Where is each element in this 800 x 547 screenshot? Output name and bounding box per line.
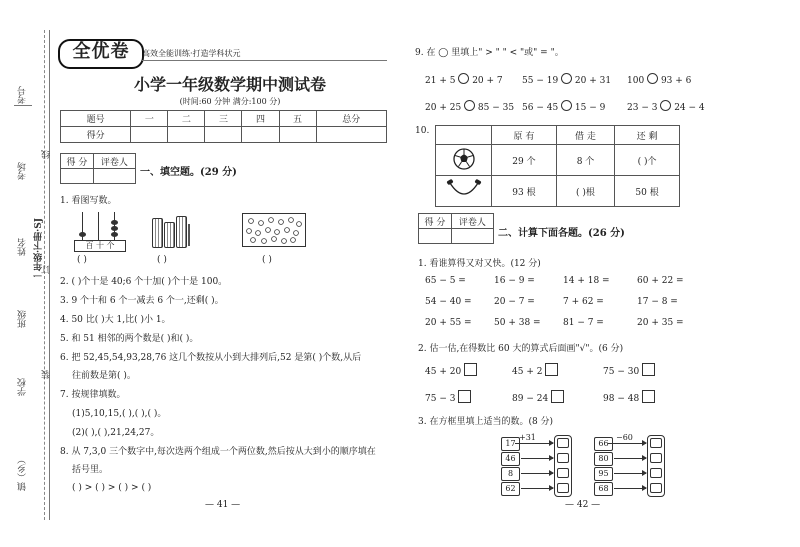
question-7-part-2: (2)( ),( ),21,24,27。 <box>72 428 160 438</box>
grader-name-label: 评卷人 <box>93 154 135 169</box>
calc-item[interactable]: 16 − 9 = <box>494 276 535 286</box>
check-box[interactable] <box>642 390 655 403</box>
jump-rope-icon <box>436 176 492 207</box>
answer-blank[interactable]: ( ) <box>77 255 87 265</box>
grader-box <box>418 213 494 244</box>
question-2: 2. ( )个十是 40;6 个十加( )个十是 100。 <box>60 277 228 287</box>
class-label: 班级 <box>18 310 28 328</box>
table-cell: 29 个 <box>492 145 557 176</box>
exam-room-label: 考场 <box>18 162 28 180</box>
calc-item[interactable]: 65 − 5 = <box>425 276 466 286</box>
grader-score-label: 得 分 <box>61 154 94 169</box>
machine-op: +31 <box>519 433 536 442</box>
page-subtitle: (时间:60 分钟 满分:100 分) <box>179 97 281 106</box>
compare-item: 55 − 19 20 + 31 <box>522 73 611 86</box>
calc-item[interactable]: 20 − 7 = <box>494 297 535 307</box>
strip-border <box>49 30 50 520</box>
input-number: 68 <box>594 482 613 496</box>
estimate-item: 45 + 20 <box>425 363 477 377</box>
score-header: 四 <box>242 111 279 127</box>
exam-number-label: 考号 <box>18 86 28 104</box>
grader-score-cell[interactable] <box>419 229 452 244</box>
score-cell[interactable] <box>316 127 386 143</box>
brand-logo: 全优卷 <box>58 39 144 69</box>
grader-score-cell[interactable] <box>61 169 94 184</box>
seal-bind-text: 订 <box>42 265 52 274</box>
check-box[interactable] <box>551 390 564 403</box>
table-cell: 93 根 <box>492 176 557 207</box>
compare-circle[interactable] <box>561 73 572 84</box>
school-label: 学校 <box>18 378 28 396</box>
calc-item[interactable]: 7 + 62 = <box>563 297 604 307</box>
score-header: 二 <box>168 111 205 127</box>
input-number: 66 <box>594 437 613 451</box>
answer-blank[interactable]: ( ) <box>262 255 272 265</box>
seal-line-text: 线 <box>42 150 52 159</box>
check-box[interactable] <box>464 363 477 376</box>
compare-circle[interactable] <box>561 100 572 111</box>
input-number: 80 <box>594 452 613 466</box>
calc-item[interactable]: 20 + 35 = <box>637 318 684 328</box>
seal-install-text: 装 <box>42 370 52 379</box>
estimate-item: 98 − 48 <box>603 390 655 404</box>
stick-bundles-icon <box>150 212 195 248</box>
town-label: 镇（乡） <box>18 455 28 491</box>
score-header: 一 <box>131 111 168 127</box>
slogan: 高效全能训练·打造学科状元 <box>142 49 241 58</box>
score-cell[interactable] <box>279 127 316 143</box>
score-cell[interactable] <box>131 127 168 143</box>
question-9: 9. 在 ◯ 里填上" > " " < "或" = "。 <box>415 48 564 58</box>
estimate-item: 45 + 2 <box>512 363 558 377</box>
compare-circle[interactable] <box>458 73 469 84</box>
question-7-part-1: (1)5,10,15,( ),( ),( )。 <box>72 409 167 419</box>
question-8-answers: ( ) > ( ) > ( ) > ( ) <box>72 483 152 493</box>
question-3: 3. 9 个十和 6 个一减去 6 个一,还剩( )。 <box>60 296 224 306</box>
compare-item: 20 + 25 85 − 35 <box>425 100 514 113</box>
input-number: 62 <box>501 482 520 496</box>
compare-circle[interactable] <box>647 73 658 84</box>
question-4: 4. 50 比( )大 1,比( )小 1。 <box>60 315 171 325</box>
question-8: 8. 从 7,3,0 三个数字中,每次选两个组成一个两位数,然后按从大到小的顺序填在 <box>60 447 376 457</box>
table-header: 原 有 <box>492 126 557 145</box>
calc-item[interactable]: 60 + 22 = <box>637 276 684 286</box>
calc-item[interactable]: 50 + 38 = <box>494 318 541 328</box>
estimate-item: 75 − 30 <box>603 363 655 377</box>
subtract-machine <box>590 433 666 493</box>
input-number: 95 <box>594 467 613 481</box>
calc-item[interactable]: 14 + 18 = <box>563 276 610 286</box>
calc-item[interactable]: 17 − 8 = <box>637 297 678 307</box>
grader-score-label: 得 分 <box>419 214 452 229</box>
question-5: 5. 和 51 相邻的两个数是( )和( )。 <box>60 334 199 344</box>
check-box[interactable] <box>642 363 655 376</box>
answer-box[interactable] <box>650 453 662 463</box>
question-6-cont: 往前数是第( )。 <box>72 371 136 381</box>
check-box[interactable] <box>458 390 471 403</box>
compare-item: 21 + 5 20 + 7 <box>425 73 503 86</box>
answer-box[interactable] <box>557 438 569 448</box>
score-table <box>60 110 387 143</box>
answer-box[interactable] <box>650 468 662 478</box>
answer-box[interactable] <box>557 453 569 463</box>
grader-name-cell[interactable] <box>93 169 135 184</box>
compare-item: 56 − 45 15 − 9 <box>522 100 605 113</box>
grader-name-label: 评卷人 <box>451 214 493 229</box>
check-box[interactable] <box>545 363 558 376</box>
fill-title: 3. 在方框里填上适当的数。(8 分) <box>418 417 554 427</box>
page-title: 小学一年级数学期中测试卷 <box>133 75 326 94</box>
table-header: 还 剩 <box>615 126 680 145</box>
abacus-icon <box>70 212 128 250</box>
machine-op: −60 <box>616 433 633 442</box>
page-number-left: — 41 — <box>205 500 241 510</box>
question-10-label: 10. <box>415 126 430 136</box>
table-cell[interactable]: ( )根 <box>556 176 614 207</box>
dot-grid-icon <box>242 213 306 247</box>
compare-circle[interactable] <box>464 100 475 111</box>
answer-box[interactable] <box>650 483 662 493</box>
compare-circle[interactable] <box>660 100 671 111</box>
score-cell[interactable] <box>242 127 279 143</box>
soccer-ball-icon <box>436 145 492 176</box>
calc-item[interactable]: 20 + 55 = <box>425 318 472 328</box>
calc-title: 1. 看谁算得又对又快。(12 分) <box>418 259 541 269</box>
book-label: 一年级·下册·SJ <box>34 218 44 281</box>
calc-item[interactable]: 54 − 40 = <box>425 297 472 307</box>
table-cell[interactable]: ( )个 <box>615 145 680 176</box>
page-number-right: — 42 — <box>565 500 601 510</box>
answer-blank[interactable]: ( ) <box>157 255 167 265</box>
question-7: 7. 按规律填数。 <box>60 390 126 400</box>
score-cell[interactable] <box>205 127 242 143</box>
compare-item: 100 93 + 6 <box>627 73 691 86</box>
score-header: 总分 <box>316 111 386 127</box>
grader-name-cell[interactable] <box>451 229 493 244</box>
compare-item: 23 − 3 24 − 4 <box>627 100 705 113</box>
grader-box <box>60 153 136 184</box>
input-number: 17 <box>501 437 520 451</box>
input-number: 8 <box>501 467 520 481</box>
estimate-title: 2. 估一估,在得数比 60 大的算式后面画"√"。(6 分) <box>418 344 624 354</box>
answer-box[interactable] <box>557 468 569 478</box>
score-cell[interactable] <box>168 127 205 143</box>
estimate-item: 89 − 24 <box>512 390 564 404</box>
name-label: 姓名 <box>18 238 28 256</box>
answer-box[interactable] <box>650 438 662 448</box>
table-header: 借 走 <box>556 126 614 145</box>
input-number: 46 <box>501 452 520 466</box>
binding-strip <box>0 0 55 547</box>
question-1: 1. 看图写数。 <box>60 196 117 206</box>
calc-item[interactable]: 81 − 7 = <box>563 318 604 328</box>
add-machine <box>497 433 573 493</box>
borrow-table <box>435 125 680 207</box>
section-2-title: 二、计算下面各题。(26 分) <box>498 228 625 239</box>
section-1-title: 一、填空题。(29 分) <box>140 167 237 178</box>
estimate-item: 75 − 3 <box>425 390 471 404</box>
question-6: 6. 把 52,45,54,93,28,76 这几个数按从小到大排列后,52 是第( )个数,从后 <box>60 353 362 363</box>
score-header: 五 <box>279 111 316 127</box>
score-row-label: 得分 <box>61 127 131 143</box>
question-8-cont: 括号里。 <box>72 465 109 475</box>
abacus-label: 百 十 个 <box>74 240 126 252</box>
score-header: 题号 <box>61 111 131 127</box>
table-cell: 8 个 <box>556 145 614 176</box>
score-header: 三 <box>205 111 242 127</box>
answer-box[interactable] <box>557 483 569 493</box>
table-cell: 50 根 <box>615 176 680 207</box>
